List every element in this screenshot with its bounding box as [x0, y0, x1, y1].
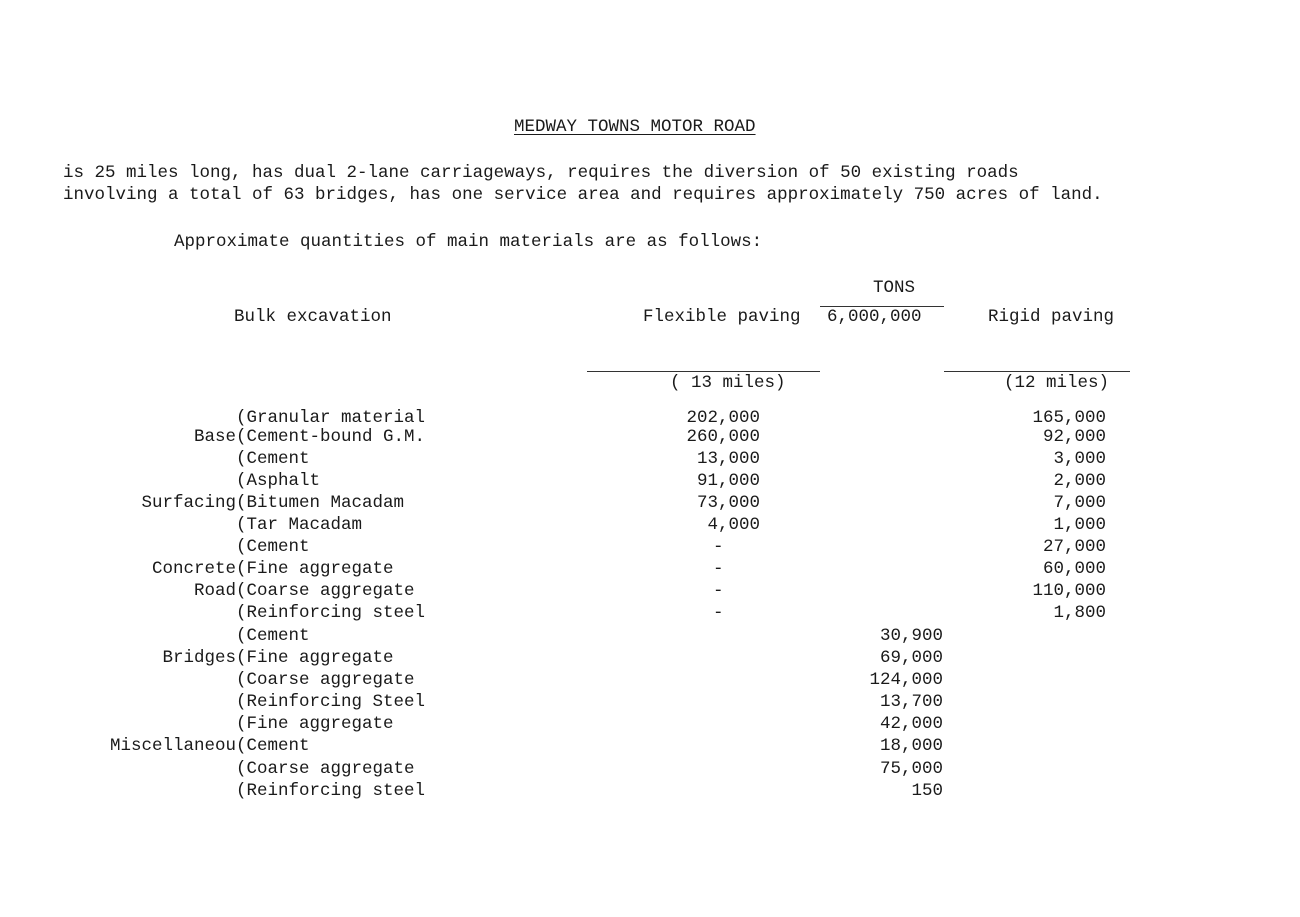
rigid-value: 2,000 — [1053, 471, 1106, 491]
material-item: (Bitumen Macadam — [236, 493, 405, 513]
flexible-value: 91,000 — [696, 471, 760, 491]
flexible-miles: ( 13 miles) — [670, 373, 786, 393]
flexible-value: 202,000 — [686, 408, 760, 428]
tons-value: 124,000 — [869, 670, 943, 690]
material-item: (Cement — [236, 736, 310, 756]
material-item: (Asphalt — [236, 471, 321, 491]
bulk-excavation-label: Bulk excavation — [234, 307, 392, 327]
material-item: (Coarse aggregate — [236, 759, 415, 779]
group-label: Base — [193, 427, 236, 447]
material-item: (Coarse aggregate — [236, 670, 415, 690]
quantities-intro: Approximate quantities of main materials are as follows: — [174, 232, 763, 252]
bulk-excavation-value: 6,000,000 — [827, 307, 922, 327]
material-item: (Granular material — [236, 408, 426, 428]
rigid-paving-header: Rigid paving — [988, 307, 1115, 327]
flexible-value: - — [713, 603, 724, 623]
material-item: (Coarse aggregate — [236, 581, 415, 601]
flexible-value: 73,000 — [696, 493, 760, 513]
flexible-value: 13,000 — [696, 449, 760, 469]
group-label: Surfacing — [141, 493, 236, 513]
material-item: (Fine aggregate — [236, 714, 394, 734]
rigid-value: 7,000 — [1053, 493, 1106, 513]
flexible-value: - — [713, 559, 724, 579]
rigid-value: 60,000 — [1042, 559, 1106, 579]
tons-value: 42,000 — [879, 714, 943, 734]
flexible-value: - — [713, 537, 724, 557]
rigid-value: 3,000 — [1053, 449, 1106, 469]
material-item: (Cement — [236, 449, 310, 469]
tons-value: 18,000 — [879, 736, 943, 756]
material-item: (Cement — [236, 626, 310, 646]
intro-line-2: involving a total of 63 bridges, has one service area and requires approximately 750 acres of land. — [63, 185, 1103, 205]
rigid-value: 1,800 — [1053, 603, 1106, 623]
material-item: (Fine aggregate — [236, 648, 394, 668]
material-item: (Cement-bound G.M. — [236, 427, 426, 447]
flexible-value: 260,000 — [686, 427, 760, 447]
tons-value: 75,000 — [879, 759, 943, 779]
material-item: (Tar Macadam — [236, 515, 363, 535]
tons-value: 13,700 — [879, 692, 943, 712]
rigid-value: 165,000 — [1032, 408, 1106, 428]
material-item: (Reinforcing Steel — [236, 692, 426, 712]
material-item: (Reinforcing steel — [236, 781, 426, 801]
tons-value: 69,000 — [879, 648, 943, 668]
rigid-value: 92,000 — [1042, 427, 1106, 447]
group-label: Concrete — [151, 559, 236, 579]
tons-value: 30,900 — [879, 626, 943, 646]
rigid-rule — [944, 371, 1130, 372]
rigid-value: 1,000 — [1053, 515, 1106, 535]
document-title: MEDWAY TOWNS MOTOR ROAD — [514, 117, 756, 137]
group-label: Miscellaneou — [109, 736, 236, 756]
material-item: (Fine aggregate — [236, 559, 394, 579]
group-label: Road — [193, 581, 236, 601]
flexible-rule — [587, 371, 820, 372]
group-label: Bridges — [162, 648, 236, 668]
tons-value: 150 — [911, 781, 943, 801]
flexible-paving-header: Flexible paving — [643, 307, 801, 327]
flexible-value: 4,000 — [707, 515, 760, 535]
material-item: (Reinforcing steel — [236, 603, 426, 623]
rigid-value: 110,000 — [1032, 581, 1106, 601]
rigid-value: 27,000 — [1042, 537, 1106, 557]
units-header: TONS — [873, 278, 916, 298]
rigid-miles: (12 miles) — [1004, 373, 1110, 393]
intro-line-1: is 25 miles long, has dual 2-lane carriageways, requires the diversion of 50 existing roads — [63, 163, 1019, 183]
flexible-value: - — [713, 581, 724, 601]
material-item: (Cement — [236, 537, 310, 557]
